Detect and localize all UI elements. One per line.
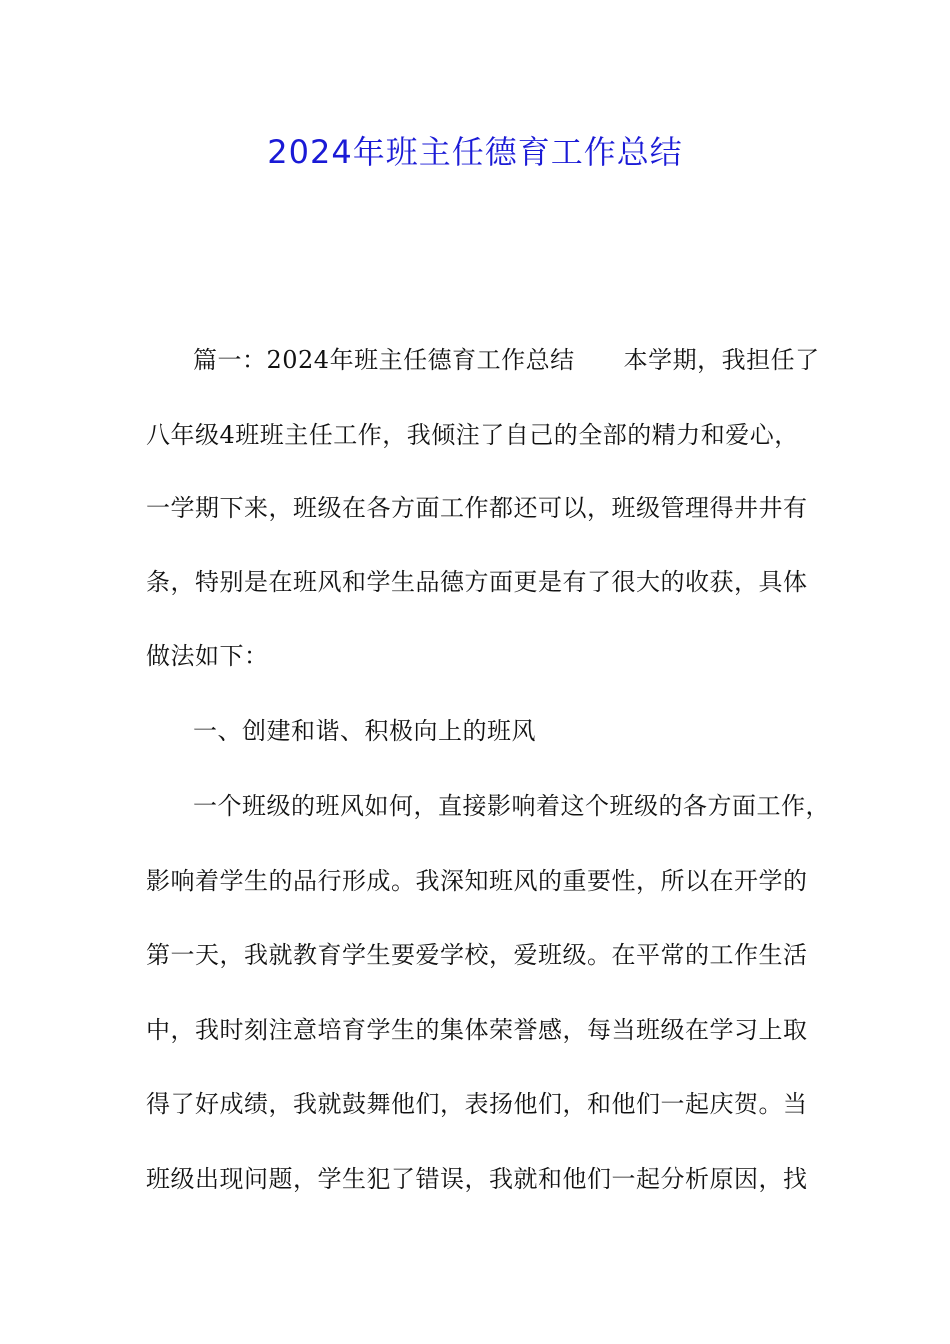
- paragraph-line: 中，我时刻注意培育学生的集体荣誉感，每当班级在学习上取: [146, 1016, 808, 1044]
- paragraph-line: 一学期下来，班级在各方面工作都还可以，班级管理得井井有: [146, 494, 808, 522]
- paragraph-line: 八年级4班班主任工作，我倾注了自己的全部的精力和爱心，: [146, 421, 799, 449]
- paragraph-line: 条，特别是在班风和学生品德方面更是有了很大的收获，具体: [146, 568, 808, 596]
- paragraph-line: 篇一：2024年班主任德育工作总结 本学期，我担任了: [193, 346, 820, 374]
- paragraph-line: 一个班级的班风如何，直接影响着这个班级的各方面工作，: [193, 792, 830, 820]
- document-title: 2024年班主任德育工作总结: [267, 133, 683, 171]
- paragraph-line: 得了好成绩，我就鼓舞他们，表扬他们，和他们一起庆贺。当: [146, 1090, 808, 1118]
- paragraph-line: 做法如下：: [146, 642, 269, 670]
- paragraph-line: 班级出现问题，学生犯了错误，我就和他们一起分析原因，找: [146, 1165, 808, 1193]
- paragraph-line: 第一天，我就教育学生要爱学校，爱班级。在平常的工作生活: [146, 941, 808, 969]
- paragraph-line: 影响着学生的品行形成。我深知班风的重要性，所以在开学的: [146, 867, 808, 895]
- section-heading: 一、创建和谐、积极向上的班风: [193, 717, 536, 745]
